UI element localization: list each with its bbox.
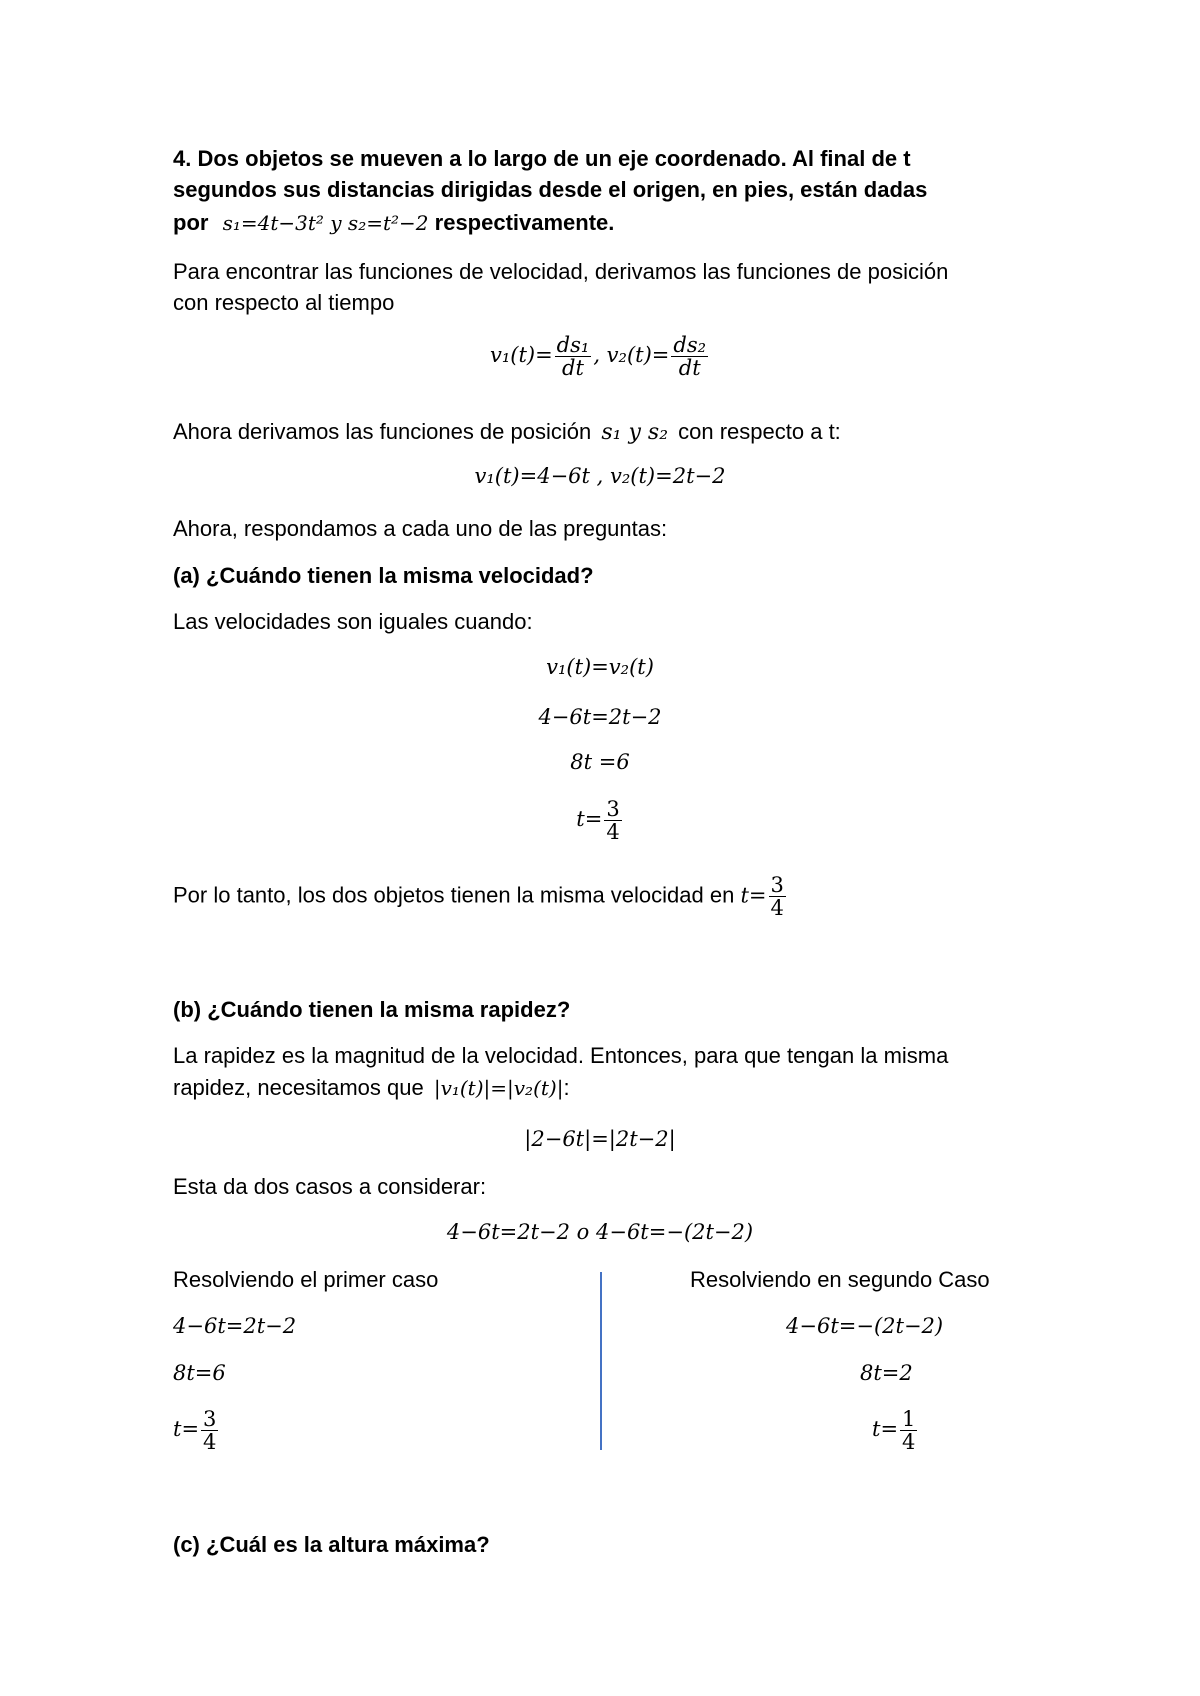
frac-den: 4: [203, 1430, 217, 1454]
abs-equation: |2−6t|=|2t−2|: [524, 1127, 676, 1151]
problem-line-1: 4. Dos objetos se mueven a lo largo de un eje coordenado. Al final de t: [173, 146, 911, 171]
line-2-colon: :: [563, 1075, 570, 1100]
fraction-3-4: [769, 874, 786, 919]
derive-text: [173, 419, 841, 445]
eq-v2: , v₂(t)=: [593, 343, 670, 368]
derive-text-math: s₁ y s₂: [601, 420, 669, 445]
eq-v1: v₁(t)=: [489, 343, 553, 368]
respond-text: Ahora, respondamos a cada uno de las preguntas:: [173, 516, 668, 541]
abs-velocity-equation: |v₁(t)|=|v₂(t)|: [433, 1076, 564, 1100]
case-2-eq-3: [872, 1408, 919, 1453]
frac-num: 3: [606, 797, 620, 821]
cases-equation: 4−6t=2t−2 o 4−6t=−(2t−2): [446, 1220, 754, 1244]
frac-den: 4: [606, 820, 620, 844]
conclusion-lhs: t=: [740, 883, 767, 908]
fraction-1-4: [900, 1408, 917, 1453]
case-1-eq-2: 8t=6: [173, 1361, 226, 1385]
part-a-conclusion: [173, 874, 788, 919]
frac-den: dt: [671, 356, 708, 379]
case-1-title: Resolviendo el primer caso: [173, 1267, 439, 1292]
line-2-text: rapidez, necesitamos que: [173, 1075, 424, 1100]
frac-den: dt: [555, 356, 592, 379]
column-divider: [600, 1272, 602, 1450]
problem-por: por: [173, 210, 209, 235]
case-1-eq-3: [173, 1408, 220, 1453]
velocity-equations: v₁(t)=4−6t , v₂(t)=2t−2: [474, 464, 726, 488]
part-a-eq-1: v₁(t)=v₂(t): [546, 655, 654, 679]
case-2-eq-1: 4−6t=−(2t−2): [786, 1314, 944, 1338]
part-a-eq-2: 4−6t=2t−2: [538, 705, 662, 729]
cases-intro: Esta da dos casos a considerar:: [173, 1174, 487, 1199]
derive-text-b: con respecto a t:: [678, 419, 841, 444]
part-c-heading: (c) ¿Cuál es la altura máxima?: [173, 1532, 490, 1557]
velocity-definition-equation: [0, 334, 1200, 379]
intro-line-1: Para encontrar las funciones de velocidad, derivamos las funciones de posición: [173, 259, 949, 284]
case-1-eq-1: 4−6t=2t−2: [173, 1314, 297, 1338]
problem-respectivamente: respectivamente.: [434, 210, 615, 235]
frac-den: 4: [902, 1430, 916, 1454]
eq-lhs: t=: [576, 807, 603, 832]
frac-num: ds₂: [673, 333, 707, 357]
intro-line-2: con respecto al tiempo: [173, 290, 395, 315]
part-a-heading: (a) ¿Cuándo tienen la misma velocidad?: [173, 563, 594, 588]
part-b-line-2: [173, 1075, 570, 1101]
frac-num: 3: [203, 1407, 217, 1431]
eq-lhs: t=: [173, 1417, 200, 1442]
frac-num: 3: [770, 873, 784, 897]
case-2-title: Resolviendo en segundo Caso: [690, 1267, 990, 1292]
frac-num: ds₁: [556, 333, 590, 357]
part-b-line-1: La rapidez es la magnitud de la velocidad. Entonces, para que tengan la misma: [173, 1043, 949, 1068]
conclusion-text: Por lo tanto, los dos objetos tienen la misma velocidad en: [173, 882, 735, 908]
eq-lhs: t=: [872, 1417, 899, 1442]
problem-line-2: segundos sus distancias dirigidas desde el origen, en pies, están dadas: [173, 177, 928, 202]
frac-den: 4: [770, 896, 784, 920]
part-b-heading: (b) ¿Cuándo tienen la misma rapidez?: [173, 997, 571, 1022]
part-a-eq-4: [0, 798, 1200, 843]
fraction-ds1-dt: [555, 334, 592, 379]
part-a-intro: Las velocidades son iguales cuando:: [173, 609, 533, 634]
fraction-3-4: [604, 798, 621, 843]
part-a-eq-3: 8t =6: [570, 750, 630, 774]
problem-line-3: [173, 210, 614, 236]
frac-num: 1: [902, 1407, 916, 1431]
fraction-ds2-dt: [671, 334, 708, 379]
fraction-3-4: [201, 1408, 218, 1453]
case-2-eq-2: 8t=2: [860, 1361, 913, 1385]
problem-equation: s₁=4t−3t² y s₂=t²−2: [222, 211, 429, 235]
derive-text-a: Ahora derivamos las funciones de posición: [173, 419, 592, 444]
